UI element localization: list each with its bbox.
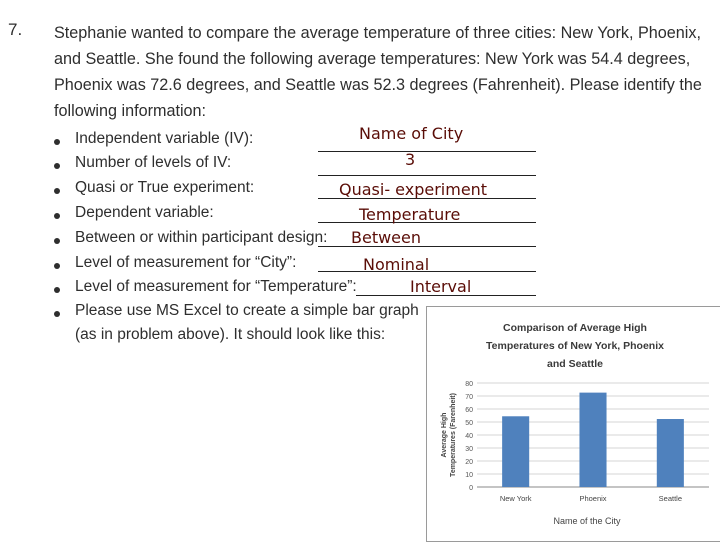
y-tick-label: 50 <box>465 420 473 427</box>
y-tick-label: 0 <box>469 485 473 492</box>
chart-bars <box>502 393 684 487</box>
x-tick-label: New York <box>499 494 532 503</box>
answer-levels-of-iv: 3 <box>405 150 416 169</box>
bar <box>502 416 529 487</box>
question-number: 7. <box>8 20 23 39</box>
x-axis-ticks <box>500 494 682 503</box>
question-line: and Seattle. She found the following average temperatures: New York was 54.4 degrees, <box>54 50 691 68</box>
answer-dependent-variable: Temperature <box>359 205 461 224</box>
bullet-icon <box>54 163 60 169</box>
x-tick-label: Phoenix <box>579 494 607 503</box>
answer-measurement-temperature: Interval <box>410 277 472 296</box>
y-tick-label: 20 <box>465 459 473 466</box>
y-tick-label: 70 <box>465 394 473 401</box>
bar <box>579 393 606 487</box>
question-text <box>54 20 702 124</box>
bar <box>657 419 684 487</box>
item-label: Dependent variable: <box>75 204 214 221</box>
x-tick-label: Seattle <box>658 494 683 503</box>
bar-chart-svg <box>427 307 720 541</box>
item-label: Between or within participant design: <box>75 229 328 246</box>
y-axis-label-line: Temperatures (Farenheit) <box>450 393 457 477</box>
y-tick-label: 60 <box>465 407 473 414</box>
item-label: Independent variable (IV): <box>75 130 254 147</box>
item-label: Number of levels of IV: <box>75 154 232 171</box>
answer-measurement-city: Nominal <box>363 255 430 274</box>
bullet-icon <box>54 238 60 244</box>
y-axis-label <box>441 393 457 477</box>
item-label: Level of measurement for “City”: <box>75 254 297 271</box>
chart-title-line: Temperatures of New York, Phoenix <box>486 340 664 352</box>
y-tick-label: 10 <box>465 472 473 479</box>
item-label: Please use MS Excel to create a simple bar graph <box>75 302 419 319</box>
chart-title-line: Comparison of Average High <box>503 322 647 334</box>
y-tick-label: 30 <box>465 446 473 453</box>
item-label: Level of measurement for “Temperature”: <box>75 278 357 295</box>
y-axis-label-line: Average High <box>441 412 448 458</box>
bullet-icon <box>54 263 60 269</box>
x-axis-label: Name of the City <box>553 516 621 526</box>
bullet-icon <box>54 139 60 145</box>
chart-title <box>486 322 664 370</box>
y-tick-label: 40 <box>465 433 473 440</box>
question-line: Phoenix was 72.6 degrees, and Seattle was 52.3 degrees (Fahrenheit). Please identify the <box>54 76 702 94</box>
answer-blank-line[interactable] <box>318 151 536 152</box>
item-label: (as in problem above). It should look like this: <box>75 326 386 343</box>
bullet-icon <box>54 287 60 293</box>
answer-independent-variable: Name of City <box>359 124 464 143</box>
question-line: Stephanie wanted to compare the average temperature of three cities: New York, Phoenix, <box>54 24 701 42</box>
bullet-icon <box>54 311 60 317</box>
item-label: Quasi or True experiment: <box>75 179 255 196</box>
y-axis-ticks <box>465 381 473 492</box>
answer-blank-line[interactable] <box>318 175 536 176</box>
question-line: following information: <box>54 102 207 120</box>
bullet-icon <box>54 188 60 194</box>
chart-title-line: and Seattle <box>546 358 604 370</box>
answer-design: Between <box>351 228 422 247</box>
answer-quasi-or-true: Quasi- experiment <box>339 180 488 199</box>
bar-chart <box>426 306 720 542</box>
y-tick-label: 80 <box>465 381 473 388</box>
bullet-icon <box>54 213 60 219</box>
